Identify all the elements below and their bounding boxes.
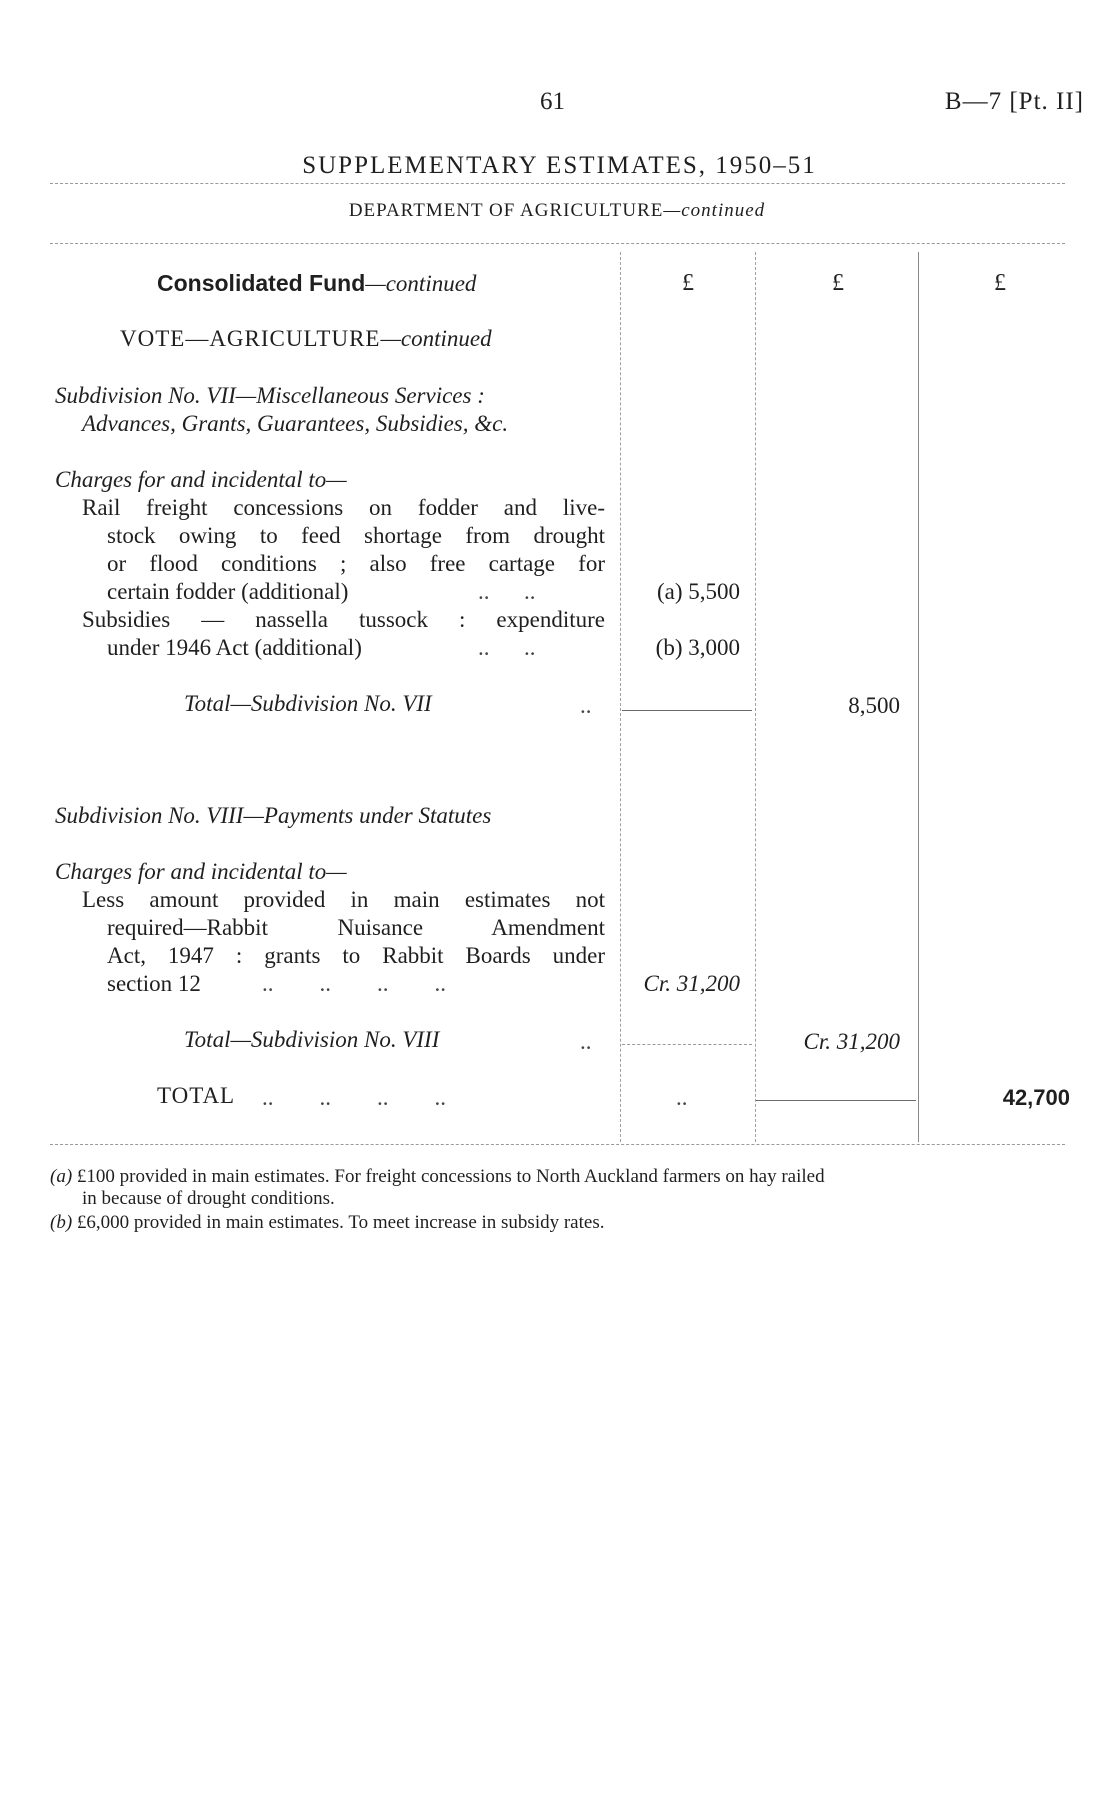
table-top-rule	[50, 243, 1065, 244]
grand-total-label: TOTAL	[157, 1083, 236, 1108]
subdivision-vii-charges-intro: Charges for and incidental to—	[55, 467, 347, 492]
fund-continued: —continued	[365, 271, 477, 296]
leader-dots: .. ..	[478, 579, 536, 604]
page-title: SUPPLEMENTARY ESTIMATES, 1950–51	[302, 152, 817, 179]
leader-dots: ..	[580, 1029, 592, 1054]
subdivision-vii-heading-line2: Advances, Grants, Guarantees, Subsidies, &c.	[82, 411, 509, 436]
subdivision-vii-item2-line2: under 1946 Act (additional)	[107, 635, 362, 660]
subdivision-vii-total-label: Total—Subdivision No. VII	[184, 691, 432, 716]
department-continued: —continued	[663, 200, 766, 221]
subdivision-vii-item2-amount: (b) 3,000	[655, 635, 740, 660]
subdivision-vii-item1-amount: (a) 5,500	[656, 579, 740, 604]
title-rule	[50, 183, 1065, 184]
subdivision-viii-heading: Subdivision No. VIII—Payments under Statutes	[55, 803, 492, 828]
grand-total-rule	[756, 1100, 916, 1101]
subdivision-viii-item1-line1: Less amount provided in main estimates not	[82, 887, 605, 912]
vote-label: VOTE—AGRICULTURE	[120, 326, 381, 351]
leader-dots: .. .. .. ..	[262, 1085, 446, 1110]
page-number: 61	[540, 88, 565, 115]
subdivision-vii-item1-line1: Rail freight concessions on fodder and live-	[82, 495, 605, 520]
column-separator-3	[918, 252, 919, 1142]
leader-dots: .. ..	[478, 635, 536, 660]
vote-continued: —continued	[380, 326, 492, 351]
footnote-a	[50, 1166, 1075, 1188]
subtotal-rule	[622, 1044, 752, 1045]
column-separator-2	[755, 252, 756, 1142]
table-bottom-rule	[50, 1144, 1065, 1145]
department-name: DEPARTMENT OF AGRICULTURE	[348, 200, 664, 221]
column-3-unit: £	[994, 270, 1006, 296]
footnote-a-continuation: in because of drought conditions.	[82, 1188, 335, 1209]
column-1-unit: £	[682, 270, 694, 296]
subtotal-rule	[622, 710, 752, 711]
column-2-unit: £	[832, 270, 844, 296]
footnote-b	[50, 1212, 1075, 1234]
document-reference: B—7 [Pt. II]	[944, 88, 1084, 115]
footnote-b-marker: (b)	[50, 1212, 73, 1233]
subdivision-vii-item1-line2: stock owing to feed shortage from drought	[107, 523, 605, 548]
footnote-a-text-line1: £100 provided in main estimates. For freight concessions to North Auckland farmers on hay railed	[76, 1166, 825, 1187]
subdivision-vii-item1-line3: or flood conditions ; also free cartage for	[107, 551, 605, 576]
subdivision-viii-item1-line4: section 12	[107, 971, 201, 996]
subdivision-vii-heading-line1: Subdivision No. VII—Miscellaneous Services :	[55, 383, 485, 408]
grand-total-col1-marker: ..	[676, 1085, 688, 1110]
column-separator-1	[620, 252, 621, 1142]
subdivision-viii-item1-line3: Act, 1947 : grants to Rabbit Boards under	[107, 943, 605, 968]
subdivision-viii-total-label: Total—Subdivision No. VIII	[184, 1027, 440, 1052]
leader-dots: .. .. .. ..	[262, 971, 446, 996]
subdivision-viii-charges-intro: Charges for and incidental to—	[55, 859, 347, 884]
grand-total-amount: 42,700	[1002, 1085, 1070, 1110]
footnote-a-marker: (a)	[50, 1166, 73, 1187]
subdivision-viii-item1-line2: required—Rabbit Nuisance Amendment	[107, 915, 605, 940]
fund-label: Consolidated Fund	[157, 270, 366, 296]
subdivision-viii-item1-amount: Cr. 31,200	[643, 971, 740, 996]
footnote-b-text: £6,000 provided in main estimates. To meet increase in subsidy rates.	[76, 1212, 605, 1233]
vote-heading	[120, 325, 492, 353]
fund-heading	[157, 269, 476, 298]
leader-dots: ..	[580, 693, 592, 718]
subdivision-vii-item1-line4: certain fodder (additional)	[107, 579, 349, 604]
department-title	[0, 200, 1114, 222]
subdivision-viii-total-amount: Cr. 31,200	[803, 1029, 900, 1054]
subdivision-vii-item2-line1: Subsidies — nassella tussock : expenditure	[82, 607, 605, 632]
subdivision-vii-total-amount: 8,500	[848, 693, 900, 718]
